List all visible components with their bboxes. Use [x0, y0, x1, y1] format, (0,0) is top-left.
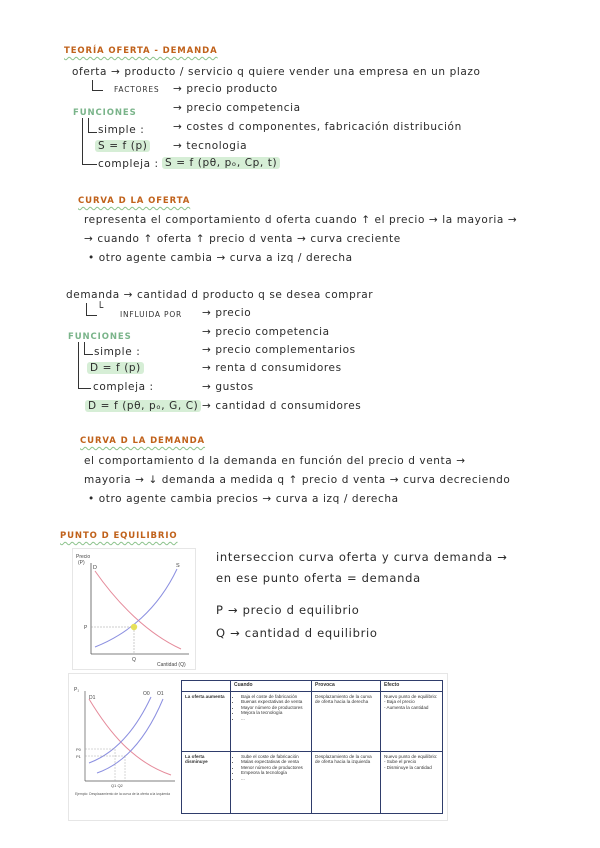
p-tick-label: P [84, 625, 88, 631]
supply-curve-o0 [89, 697, 151, 763]
q-ticks-label: Q1 Q2 [111, 783, 123, 788]
cell-cuando-aumenta [231, 691, 312, 751]
d-precio-complementarios: → precio complementarios [202, 344, 356, 356]
funciones-label-oferta: FUNCIONES [73, 108, 137, 118]
y-axis-label: P₁ [74, 687, 80, 693]
section-title-teoria: TEORÍA OFERTA - DEMANDA [64, 46, 218, 56]
influida-connector [86, 303, 97, 316]
curva-demanda-line-1: el comportamiento d la demanda en función del precio d venta → [84, 455, 466, 467]
table-row [182, 751, 443, 813]
cell-efecto-aumenta [381, 691, 443, 751]
factor-costes: → costes d componentes, fabricación distribución [173, 121, 462, 133]
d-cantidad: → cantidad d consumidores [202, 400, 362, 412]
list-item: • Baja el coste de fabricación [241, 694, 308, 700]
curva-demanda-line-3: • otro agente cambia precios → curva a izq / derecha [88, 493, 399, 505]
section-title-curva-demanda: CURVA D LA DEMANDA [80, 436, 206, 446]
list-item: • Malas expectativas de venta [241, 759, 308, 765]
compleja-formula-demanda: D = f (pθ, pₒ, G, C) [85, 400, 201, 412]
supply-shift-graph [71, 677, 179, 817]
simple-label-oferta: simple : [98, 124, 145, 136]
list-item: • Mayor número de productores [241, 705, 308, 711]
supply-curve [95, 569, 177, 647]
influida-label: INFLUIDA POR [120, 310, 183, 319]
d-gustos: → gustos [202, 381, 254, 393]
d-precio-competencia: → precio competencia [202, 326, 330, 338]
oferta-definition: oferta → producto / servicio q quiere vender una empresa en un plazo [72, 66, 481, 78]
cell-efecto-disminuye [381, 751, 443, 813]
simple-formula-oferta: S = f (p) [95, 140, 150, 152]
compleja-connector-demanda [78, 342, 91, 389]
curva-demanda-line-2: mayoria → ↓ demanda a medida q ↑ precio d venta → curva decreciendo [84, 474, 511, 486]
demanda-definition: demanda → cantidad d producto q se desea comprar [66, 289, 374, 301]
row-label-disminuye: La oferta disminuye [182, 751, 231, 813]
efecto-line: - Disminuye la cantidad [384, 764, 432, 770]
table-header-empty [182, 681, 231, 692]
factor-precio-competencia: → precio competencia [173, 102, 301, 114]
list-item: • Sube el coste de fabricación [241, 754, 308, 760]
supply-label: S [176, 563, 180, 569]
equilibrio-line-1: interseccion curva oferta y curva demanda → [216, 550, 508, 564]
factores-connector [92, 80, 103, 91]
compleja-label-oferta: compleja : [98, 158, 159, 170]
list-item: • Buenas expectativas de venta [241, 699, 308, 705]
p0-label: P0 [76, 747, 81, 752]
o0-label: O0 [143, 691, 150, 697]
shift-figure-panel [68, 673, 448, 821]
table-row [182, 691, 443, 751]
cell-cuando-disminuye [231, 751, 312, 813]
table-header-row [182, 681, 443, 692]
o1-label: O1 [157, 691, 164, 697]
demand-curve [95, 571, 181, 649]
influida-arrow: └ [97, 302, 104, 314]
compleja-connector-oferta [82, 118, 97, 165]
list-item: • Mejora la tecnología [241, 710, 308, 716]
equilibrium-point [131, 624, 137, 630]
x-axis-label: Cantidad (Q) [157, 662, 186, 668]
simple-formula-demanda: D = f (p) [87, 362, 144, 374]
graph2-caption: Ejemplo: Desplazamiento de la curva de la oferta a la izquierda [75, 792, 170, 796]
y-axis-label-1: Precio [76, 554, 91, 560]
demand-label: D [93, 565, 97, 571]
equilibrio-line-4: Q → cantidad d equilibrio [216, 626, 378, 640]
section-title-curva-oferta: CURVA D LA OFERTA [78, 196, 191, 206]
table-header-efecto: Efecto [381, 681, 443, 692]
curva-oferta-line-2: → cuando ↑ oferta ↑ precio d venta → curva creciente [84, 233, 401, 245]
y-axis-label-2: (P) [78, 560, 85, 566]
efecto-line: Nuevo punto de equilibrio: [384, 753, 438, 759]
equilibrio-line-2: en ese punto oferta = demanda [216, 571, 421, 585]
q-tick-label: Q [132, 657, 136, 663]
table-header-provoca: Provoca [312, 681, 381, 692]
supply-curve-o1 [97, 699, 163, 773]
demand-curve-d1 [89, 699, 171, 775]
d-renta: → renta d consumidores [202, 362, 342, 374]
list-item: • Menor número de productores [241, 765, 308, 771]
simple-label-demanda: simple : [94, 346, 141, 358]
list-item: • ... [241, 776, 308, 782]
efecto-line: - Sube el precio [384, 759, 417, 765]
equilibrio-line-3: P → precio d equilibrio [216, 603, 360, 617]
list-item: • Empeora la tecnología [241, 770, 308, 776]
cell-provoca-aumenta: Desplazamiento de la curva de oferta hacia la derecha [312, 691, 381, 751]
equilibrium-graph [72, 548, 196, 670]
factor-precio-producto: → precio producto [173, 83, 278, 95]
list-item: • ... [241, 716, 308, 722]
d1-label: D1 [89, 695, 96, 701]
curva-oferta-line-3: • otro agente cambia → curva a izq / derecha [88, 252, 353, 264]
compleja-formula-oferta: S = f (pθ, pₒ, Cp, t) [162, 157, 280, 169]
funciones-label-demanda: FUNCIONES [68, 332, 132, 342]
effects-table [181, 680, 443, 814]
factores-label: FACTORES [114, 85, 160, 94]
efecto-line: - Baja el precio [384, 699, 415, 705]
curva-oferta-line-1: representa el comportamiento d oferta cuando ↑ el precio → la mayoria → [84, 214, 518, 226]
section-title-equilibrio: PUNTO D EQUILIBRIO [60, 531, 178, 541]
efecto-line: Nuevo punto de equilibrio: [384, 693, 438, 699]
p1-label: P1 [76, 754, 81, 759]
cell-provoca-disminuye: Desplazamiento de la curva de oferta hacia la izquierda [312, 751, 381, 813]
d-precio: → precio [202, 307, 252, 319]
efecto-line: - Aumenta la cantidad [384, 704, 429, 710]
table-header-cuando: Cuando [231, 681, 312, 692]
compleja-label-demanda: compleja : [93, 381, 154, 393]
factor-tecnologia: → tecnologia [173, 140, 248, 152]
equilibrium-graph-svg [73, 549, 195, 669]
row-label-aumenta: La oferta aumenta [182, 691, 231, 751]
